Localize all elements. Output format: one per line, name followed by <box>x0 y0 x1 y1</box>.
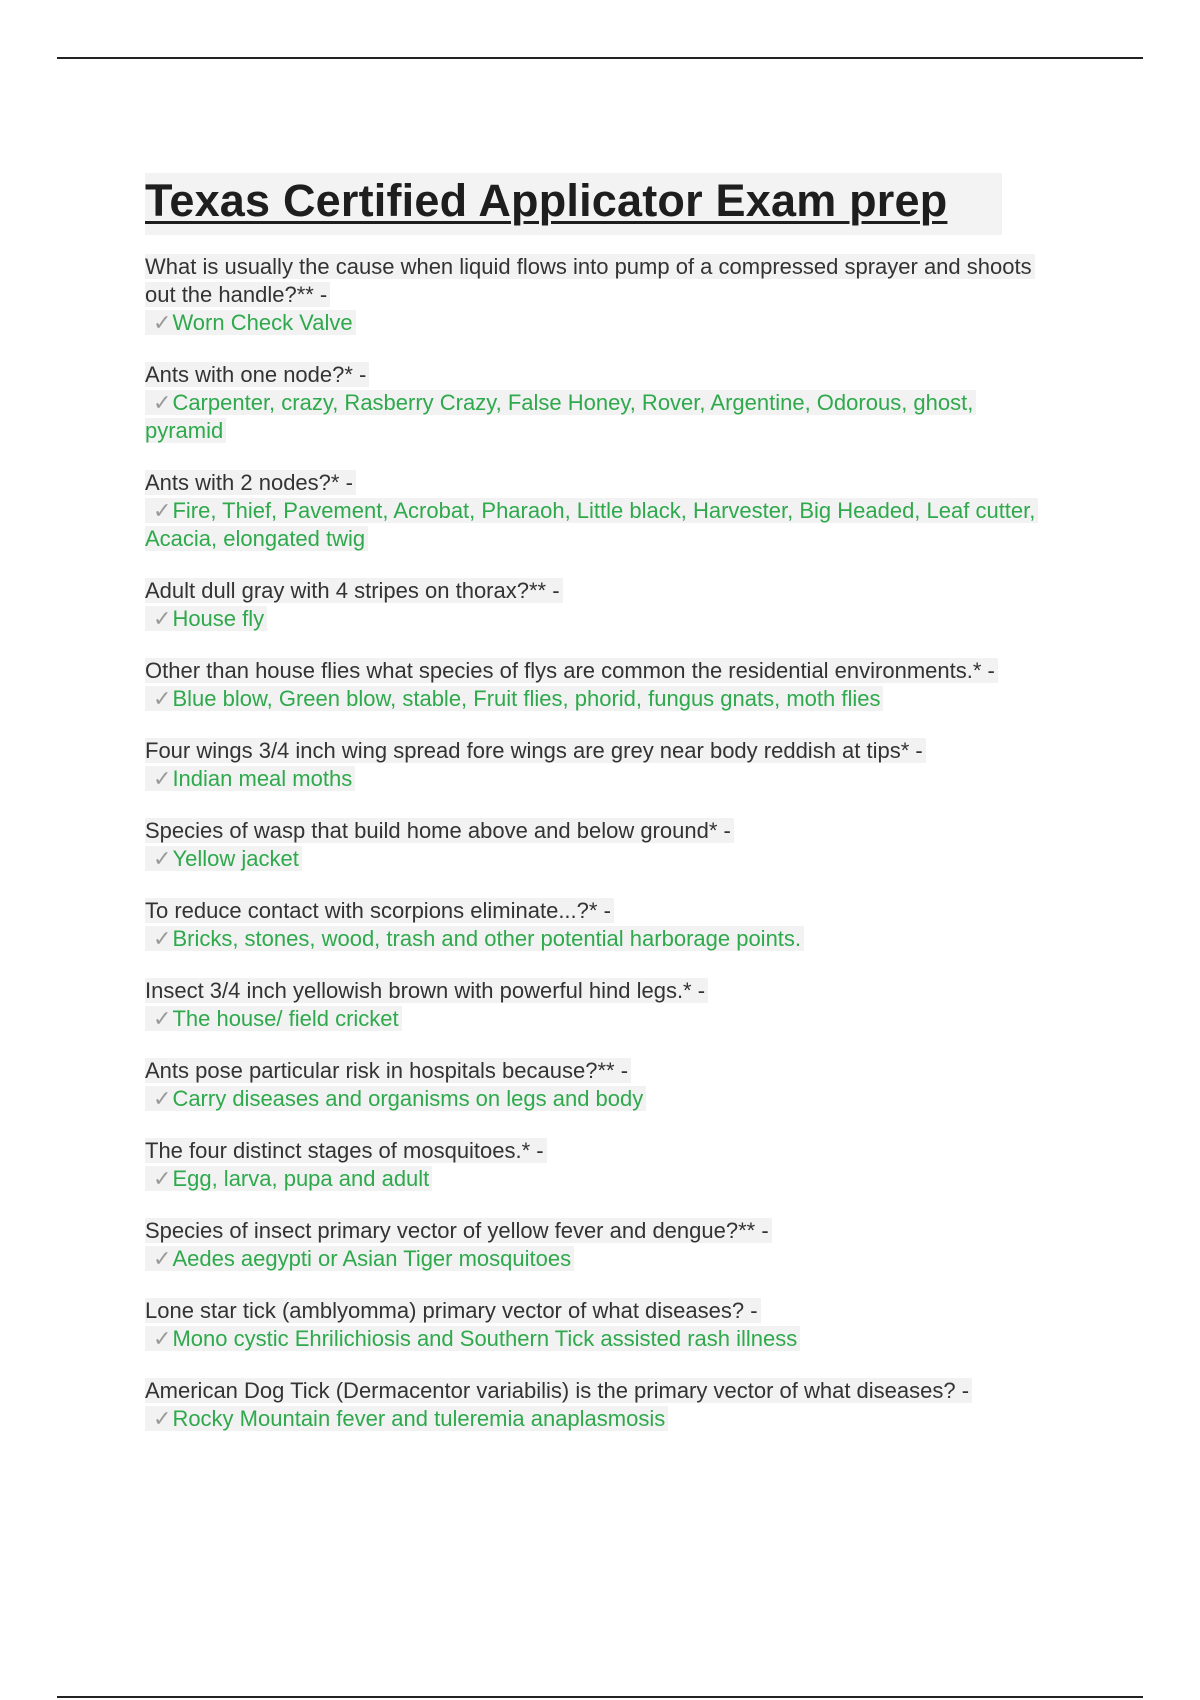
question-highlight: Other than house flies what species of flys are common the residential environments.* - <box>145 658 998 683</box>
answer-text <box>145 497 1055 553</box>
question-highlight: Ants pose particular risk in hospitals because?** - <box>145 1058 631 1083</box>
document-body <box>145 173 1055 1457</box>
answer-label: Bricks, stones, wood, trash and other potential harborage points. <box>172 926 802 951</box>
qa-item <box>145 1297 1055 1353</box>
answer-highlight <box>145 926 804 951</box>
checkmark-icon: ✓ <box>153 390 172 415</box>
answer-text <box>145 1405 1055 1433</box>
answer-highlight <box>145 1326 800 1351</box>
answer-highlight <box>145 1086 646 1111</box>
answer-label: Mono cystic Ehrilichiosis and Southern Tick assisted rash illness <box>172 1326 798 1351</box>
checkmark-icon: ✓ <box>153 1166 172 1191</box>
question-text <box>145 817 1055 845</box>
top-rule <box>57 57 1143 59</box>
question-text <box>145 1297 1055 1325</box>
question-highlight: What is usually the cause when liquid flows into pump of a compressed sprayer and shoots out the handle?** - <box>145 254 1035 307</box>
qa-item <box>145 469 1055 553</box>
question-highlight: Species of insect primary vector of yellow fever and dengue?** - <box>145 1218 772 1243</box>
checkmark-icon: ✓ <box>153 926 172 951</box>
question-highlight: Species of wasp that build home above and below ground* - <box>145 818 734 843</box>
answer-highlight <box>145 1006 402 1031</box>
qa-item <box>145 1217 1055 1273</box>
question-highlight: The four distinct stages of mosquitoes.* - <box>145 1138 547 1163</box>
question-text <box>145 577 1055 605</box>
answer-text <box>145 685 1055 713</box>
answer-highlight <box>145 766 355 791</box>
checkmark-icon: ✓ <box>153 1086 172 1111</box>
question-text <box>145 1057 1055 1085</box>
question-text <box>145 897 1055 925</box>
question-text <box>145 253 1055 309</box>
answer-label: Yellow jacket <box>172 846 299 871</box>
checkmark-icon: ✓ <box>153 846 172 871</box>
answer-text <box>145 605 1055 633</box>
qa-item <box>145 1377 1055 1433</box>
qa-item <box>145 817 1055 873</box>
answer-label: The house/ field cricket <box>172 1006 399 1031</box>
answer-highlight <box>145 606 267 631</box>
answer-label: Rocky Mountain fever and tuleremia anaplasmosis <box>172 1406 666 1431</box>
checkmark-icon: ✓ <box>153 766 172 791</box>
answer-text <box>145 389 1055 445</box>
answer-label: Egg, larva, pupa and adult <box>172 1166 430 1191</box>
question-text <box>145 977 1055 1005</box>
answer-label: Carpenter, crazy, Rasberry Crazy, False Honey, Rover, Argentine, Odorous, ghost, pyramid <box>145 390 974 443</box>
answer-text <box>145 1325 1055 1353</box>
checkmark-icon: ✓ <box>153 606 172 631</box>
qa-item <box>145 737 1055 793</box>
qa-item <box>145 577 1055 633</box>
answer-text <box>145 1165 1055 1193</box>
question-text <box>145 361 1055 389</box>
question-highlight: To reduce contact with scorpions eliminate...?* - <box>145 898 614 923</box>
qa-item <box>145 977 1055 1033</box>
qa-item <box>145 253 1055 337</box>
question-highlight: American Dog Tick (Dermacentor variabilis) is the primary vector of what diseases? - <box>145 1378 972 1403</box>
question-highlight: Ants with 2 nodes?* - <box>145 470 356 495</box>
bottom-rule <box>57 1696 1143 1698</box>
question-highlight: Four wings 3/4 inch wing spread fore wings are grey near body reddish at tips* - <box>145 738 926 763</box>
answer-label: Aedes aegypti or Asian Tiger mosquitoes <box>172 1246 572 1271</box>
answer-label: Indian meal moths <box>172 766 353 791</box>
checkmark-icon: ✓ <box>153 498 172 523</box>
answer-highlight <box>145 498 1038 551</box>
question-highlight: Insect 3/4 inch yellowish brown with powerful hind legs.* - <box>145 978 708 1003</box>
checkmark-icon: ✓ <box>153 1006 172 1031</box>
question-text <box>145 1217 1055 1245</box>
answer-label: Carry diseases and organisms on legs and body <box>172 1086 644 1111</box>
qa-list <box>145 253 1055 1433</box>
answer-text <box>145 309 1055 337</box>
question-highlight: Adult dull gray with 4 stripes on thorax?** - <box>145 578 563 603</box>
question-highlight: Lone star tick (amblyomma) primary vector of what diseases? - <box>145 1298 761 1323</box>
answer-highlight <box>145 1246 574 1271</box>
qa-item <box>145 1137 1055 1193</box>
answer-text <box>145 845 1055 873</box>
question-text <box>145 1137 1055 1165</box>
answer-text <box>145 1085 1055 1113</box>
question-text <box>145 737 1055 765</box>
checkmark-icon: ✓ <box>153 1246 172 1271</box>
answer-highlight <box>145 310 356 335</box>
page-title: Texas Certified Applicator Exam prep <box>145 173 1002 235</box>
answer-text <box>145 765 1055 793</box>
answer-highlight <box>145 686 883 711</box>
answer-label: Worn Check Valve <box>172 310 353 335</box>
answer-highlight <box>145 846 302 871</box>
answer-label: Blue blow, Green blow, stable, Fruit flies, phorid, fungus gnats, moth flies <box>172 686 881 711</box>
question-text <box>145 1377 1055 1405</box>
checkmark-icon: ✓ <box>153 1326 172 1351</box>
answer-text <box>145 1245 1055 1273</box>
answer-label: Fire, Thief, Pavement, Acrobat, Pharaoh, Little black, Harvester, Big Headed, Leaf cutter, Acacia, elongated twig <box>145 498 1036 551</box>
checkmark-icon: ✓ <box>153 310 172 335</box>
question-text <box>145 657 1055 685</box>
answer-highlight <box>145 390 976 443</box>
question-highlight: Ants with one node?* - <box>145 362 369 387</box>
qa-item <box>145 1057 1055 1113</box>
answer-highlight <box>145 1166 432 1191</box>
answer-label: House fly <box>172 606 265 631</box>
checkmark-icon: ✓ <box>153 686 172 711</box>
answer-text <box>145 925 1055 953</box>
qa-item <box>145 657 1055 713</box>
answer-highlight <box>145 1406 668 1431</box>
checkmark-icon: ✓ <box>153 1406 172 1431</box>
qa-item <box>145 361 1055 445</box>
answer-text <box>145 1005 1055 1033</box>
qa-item <box>145 897 1055 953</box>
question-text <box>145 469 1055 497</box>
